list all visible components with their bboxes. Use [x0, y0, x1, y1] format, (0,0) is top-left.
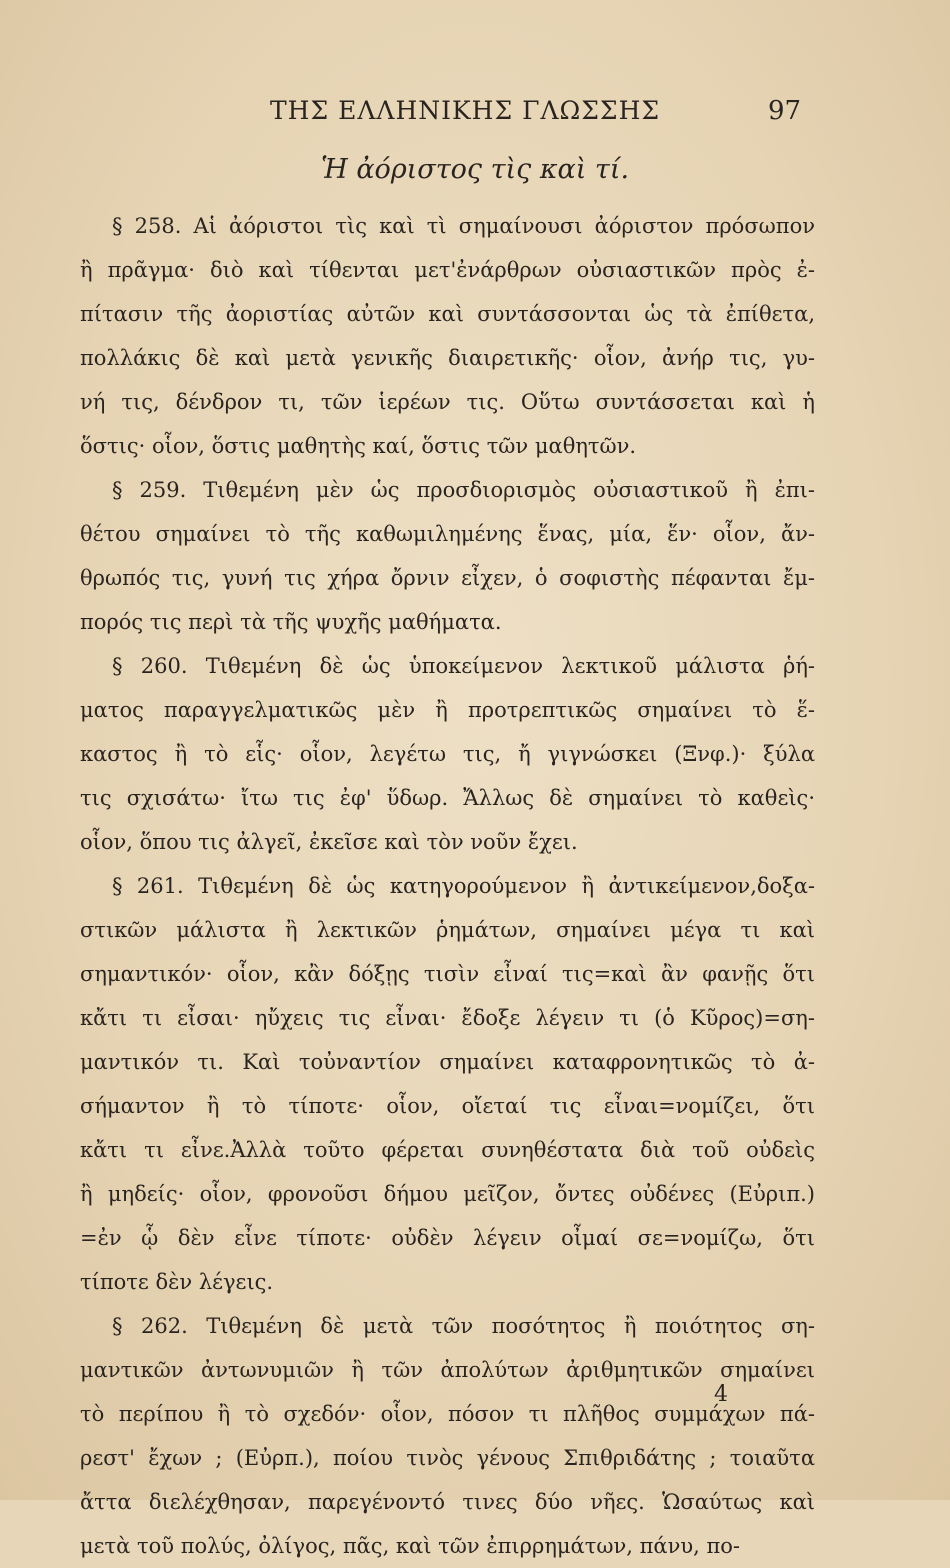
text-line: τις σχισάτω· ἴτω τις ἐφ' ὕδωρ. Ἄλλως δὲ σημαίνει τὸ καθεὶς·	[80, 786, 815, 810]
text-line: καστος ἢ τὸ εἷς· οἷον, λεγέτω τις, ἤ γιγνώσκει (Ξνφ.)· ξύλα	[80, 742, 815, 766]
text-line: μετὰ τοῦ πολύς, ὀλίγος, πᾶς, καὶ τῶν ἐπιρρημάτων, πάνυ, πο-	[80, 1534, 740, 1558]
text-line: ρεστ' ἔχων ; (Εὐρπ.), ποίου τινὸς γένους Σπιθριδάτης ; τοιαῦτα	[80, 1446, 815, 1470]
text-line: ἢ μηδείς· οἷον, φρονοῦσι δήμου μεῖζον, ὄντες οὐδένες (Εὐριπ.)	[80, 1182, 815, 1206]
paragraph	[80, 644, 815, 864]
text-line: ὅστις· οἷον, ὅστις μαθητὴς καί, ὅστις τῶν μαθητῶν.	[80, 434, 637, 458]
text-line: ματος παραγγελματικῶς μὲν ἢ προτρεπτικῶς σημαίνει τὸ ἕ-	[80, 698, 815, 722]
text-line: νή τις, δένδρον τι, τῶν ἱερέων τις. Οὕτω συντάσσεται καὶ ἡ	[80, 390, 815, 414]
text-line: ἢ πρᾶγμα· διὸ καὶ τίθενται μετ'ἐνάρθρων οὐσιαστικῶν πρὸς ἐ-	[80, 258, 815, 282]
text-line: § 260. Τιθεμένη δὲ ὡς ὑποκείμενον λεκτικοῦ μάλιστα ῥή-	[112, 654, 815, 678]
paragraph	[80, 1304, 815, 1568]
text-line: μαντικῶν ἀντωνυμιῶν ἢ τῶν ἀπολύτων ἀριθμητικῶν σημαίνει	[80, 1358, 815, 1382]
text-line: τὸ περίπου ἢ τὸ σχεδόν· οἷον, πόσον τι πλῆθος συμμάχων πά-	[80, 1402, 815, 1426]
text-line: σήμαντον ἢ τὸ τίποτε· οἷον, οἴεταί τις εἶναι=νομίζει, ὅτι	[80, 1094, 815, 1118]
text-line: § 259. Τιθεμένη μὲν ὡς προσδιορισμὸς οὐσιαστικοῦ ἢ ἐπι-	[112, 478, 815, 502]
text-line: σημαντικόν· οἷον, κἂν δόξῃς τισὶν εἶναί τις=καὶ ἂν φανῇς ὅτι	[80, 962, 815, 986]
text-line: τίποτε δὲν λέγεις.	[80, 1270, 274, 1294]
signature-mark: 4	[714, 1382, 728, 1407]
text-line: θέτου σημαίνει τὸ τῆς καθωμιλημένης ἕνας, μία, ἕν· οἷον, ἄν-	[80, 522, 815, 546]
section-title: Ἡ ἀόριστος τὶς καὶ τί.	[320, 154, 630, 185]
text-line: πορός τις περὶ τὰ τῆς ψυχῆς μαθήματα.	[80, 610, 502, 634]
text-line: θρωπός τις, γυνή τις χήρα ὄρνιν εἶχεν, ὁ σοφιστὴς πέφανται ἔμ-	[80, 566, 815, 590]
body-text	[80, 204, 815, 1568]
page-number: 97	[768, 96, 802, 126]
paragraph	[80, 468, 815, 644]
text-line: πίτασιν τῆς ἀοριστίας αὐτῶν καὶ συντάσσονται ὡς τὰ ἐπίθετα,	[80, 302, 815, 326]
text-line: οἷον, ὅπου τις ἀλγεῖ, ἐκεῖσε καὶ τὸν νοῦν ἔχει.	[80, 830, 578, 854]
running-head: ΤΗΣ ΕΛΛΗΝΙΚΗΣ ΓΛΩΣΣΗΣ	[270, 96, 661, 125]
text-line: κἄτι τι εἶνε.Ἀλλὰ τοῦτο φέρεται συνηθέστατα διὰ τοῦ οὐδεὶς	[80, 1138, 815, 1162]
text-line: § 262. Τιθεμένη δὲ μετὰ τῶν ποσότητος ἢ ποιότητος ση-	[112, 1314, 815, 1338]
paragraph	[80, 864, 815, 1304]
text-line: μαντικόν τι. Καὶ τοὐναντίον σημαίνει καταφρονητικῶς τὸ ἀ-	[80, 1050, 815, 1074]
text-line: =ἐν ᾧ δὲν εἶνε τίποτε· οὐδὲν λέγειν οἶμαί σε=νομίζω, ὅτι	[80, 1226, 815, 1250]
paragraph	[80, 204, 815, 468]
text-line: πολλάκις δὲ καὶ μετὰ γενικῆς διαιρετικῆς· οἷον, ἀνήρ τις, γυ-	[80, 346, 815, 370]
text-line: § 258. Αἱ ἀόριστοι τὶς καὶ τὶ σημαίνουσι ἀόριστον πρόσωπον	[112, 214, 815, 238]
text-line: κἄτι τι εἶσαι· ηὔχεις τις εἶναι· ἔδοξε λέγειν τι (ὁ Κῦρος)=ση-	[80, 1006, 815, 1030]
text-line: § 261. Τιθεμένη δὲ ὡς κατηγορούμενον ἢ ἀντικείμενον,δοξα-	[112, 874, 815, 898]
text-line: στικῶν μάλιστα ἢ λεκτικῶν ῥημάτων, σημαίνει μέγα τι καὶ	[80, 918, 815, 942]
text-line: ἄττα διελέχθησαν, παρεγένοντό τινες δύο νῆες. Ὡσαύτως καὶ	[80, 1490, 815, 1514]
